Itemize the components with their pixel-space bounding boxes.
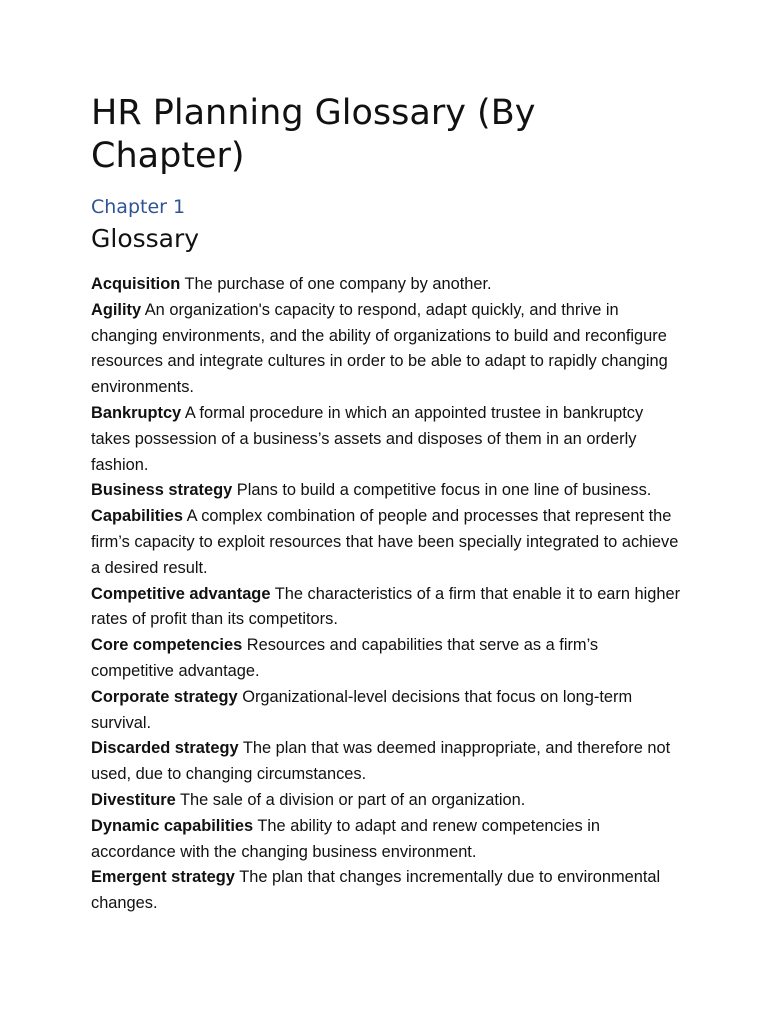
glossary-term: Discarded strategy xyxy=(91,739,239,758)
glossary-list xyxy=(91,272,681,917)
glossary-term: Business strategy xyxy=(91,481,233,500)
glossary-definition: An organization's capacity to respond, adapt quickly, and thrive in changing environments, and the ability of organizations to build and reconfigure resources and integrate cultures in order to be able to adapt to rapidly changing environments. xyxy=(91,300,668,397)
glossary-entry xyxy=(91,478,681,504)
page-title: HR Planning Glossary (By Chapter) xyxy=(91,93,536,176)
glossary-definition: A formal procedure in which an appointed trustee in bankruptcy takes possession of a business’s assets and disposes of them in an orderly fashion. xyxy=(91,403,644,474)
glossary-entry xyxy=(91,814,681,866)
glossary-term: Divestiture xyxy=(91,790,176,809)
glossary-definition: A complex combination of people and processes that represent the firm’s capacity to exploit resources that have been specially integrated to achieve a desired result. xyxy=(91,507,679,577)
glossary-definition: The sale of a division or part of an organization. xyxy=(179,790,526,809)
glossary-definition: Resources and capabilities that serve as a firm’s competitive advantage. xyxy=(91,636,599,680)
section-heading: Glossary xyxy=(91,224,200,253)
glossary-term: Core competencies xyxy=(91,636,243,655)
glossary-entry xyxy=(91,272,681,298)
glossary-definition: The plan that changes incrementally due to environmental changes. xyxy=(91,868,661,913)
glossary-entry xyxy=(91,504,681,581)
glossary-entry xyxy=(91,582,681,634)
glossary-entry xyxy=(91,401,681,478)
glossary-term: Competitive advantage xyxy=(91,584,271,603)
glossary-term: Dynamic capabilities xyxy=(91,816,254,835)
document-page xyxy=(91,92,681,917)
glossary-definition: The purchase of one company by another. xyxy=(184,275,492,293)
glossary-definition: The plan that was deemed inappropriate, and therefore not used, due to changing circumstances. xyxy=(91,739,671,784)
glossary-term: Agility xyxy=(91,300,142,319)
glossary-definition: Plans to build a competitive focus in one line of business. xyxy=(236,481,652,500)
glossary-term: Corporate strategy xyxy=(91,687,238,706)
glossary-term: Bankruptcy xyxy=(91,403,182,422)
glossary-entry xyxy=(91,865,681,917)
glossary-definition: The ability to adapt and renew competencies in accordance with the changing business environment. xyxy=(91,816,601,861)
glossary-entry xyxy=(91,685,681,737)
glossary-term: Acquisition xyxy=(91,275,181,293)
glossary-entry xyxy=(91,633,681,685)
glossary-definition: Organizational-level decisions that focus on long-term survival. xyxy=(91,687,633,732)
glossary-entry xyxy=(91,736,681,788)
glossary-entry xyxy=(91,788,681,814)
glossary-definition: The characteristics of a firm that enable it to earn higher rates of profit than its competitors. xyxy=(91,584,681,629)
glossary-entry xyxy=(91,298,681,401)
chapter-heading: Chapter 1 xyxy=(91,196,186,218)
glossary-term: Emergent strategy xyxy=(91,868,235,887)
glossary-term: Capabilities xyxy=(91,507,183,526)
